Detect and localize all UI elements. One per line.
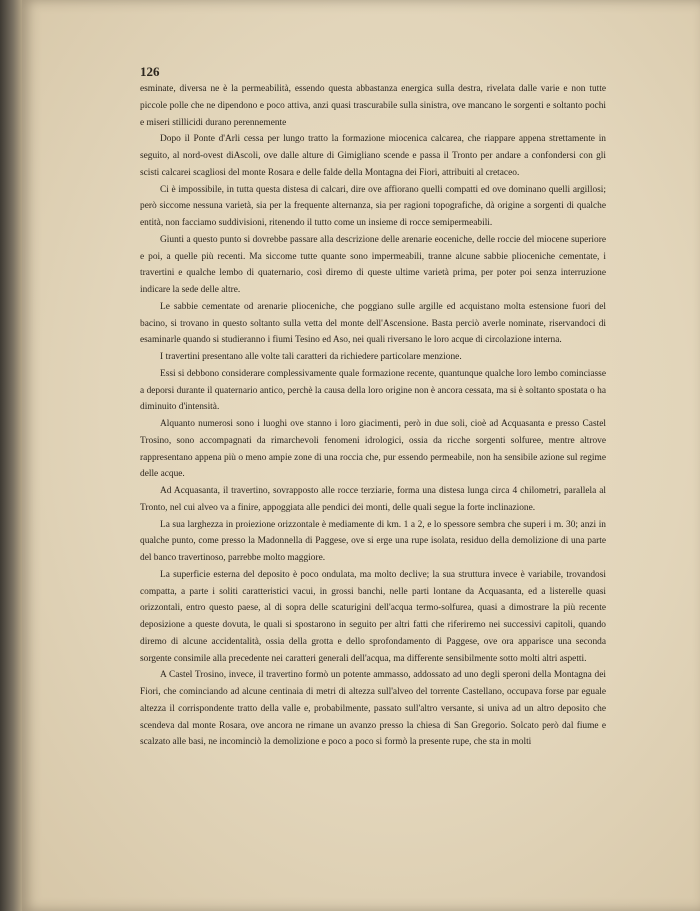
paragraph: esminate, diversa ne è la permeabilità, essendo questa abbastanza energica sulla destra, rivelata dalle varie e non tutte piccole polle che ne dipendono e poco attiva, anzi quasi trascurabile sulla sinistra, ove mancano le sorgenti e soltanto pochi e miseri stillicidi durano perennemente	[140, 84, 606, 128]
paragraph: La sua larghezza in proiezione orizzontale è mediamente di km. 1 a 2, e lo spessore sembra che superi i m. 30; anzi in qualche punto, come presso la Madonnella di Paggese, ove si erge una rupe isolata, residuo della demolizione di una parte del banco travertinoso, parrebbe molto maggiore.	[140, 519, 606, 563]
paragraph: Giunti a questo punto si dovrebbe passare alla descrizione delle arenarie eoceniche, delle roccie del miocene superiore e poi, a quelle più recenti. Ma siccome tutte quante sono impermeabili, tranne alcune sabbie plioceniche cementate, i travertini e qualche lembo di quaternario, così diremo di queste ultime varietà prima, per poter poi senza interruzione indicare la sede delle altre.	[140, 234, 606, 295]
paragraph: Alquanto numerosi sono i luoghi ove stanno i loro giacimenti, però in due soli, cioè ad Acquasanta e presso Castel Trosino, sono accompagnati da rimarchevoli fenomeni idrologici, ossia da ricche sorgenti solfuree, mentre altrove rappresentano appena più o meno ampie zone di una roccia che, pur essendo permeabile, non ha sensibile azione sul regime delle acque.	[140, 419, 606, 480]
paragraph: Le sabbie cementate od arenarie plioceniche, che poggiano sulle argille ed acquistano molta estensione fuori del bacino, si trovano in questo soltanto sulla vetta del monte dell'Ascensione. Basta perciò averle nominate, riservandoci di esaminarle quando si studieranno i fiumi Tesino ed Aso, nei quali riversano le loro acque di circolazione interna.	[140, 301, 606, 346]
page-number: 126	[140, 64, 160, 79]
paragraph: A Castel Trosino, invece, il travertino formò un potente ammasso, addossato ad uno degli speroni della Montagna dei Fiori, che cominciando ad alcune centinaia di metri di altezza sull'alveo del torrente Castellano, occupava forse par eguale altezza il corrispondente tratto della valle e, probabilmente, passato sull'altro versante, si univa ad un altro deposito che scendeva dal monte Rosara, ove ancora ne rimane un avanzo presso la chiesa di San Gregorio. Solcato però dal fiume e scalzato alle basi, ne incominciò la demolizione e poco a poco si formò la presente rupe, che sta in molti	[140, 670, 606, 748]
paragraph: Essi si debbono considerare complessivamente quale formazione recente, quantunque qualche loro lembo cominciasse a deporsi durante il quaternario antico, perchè la causa della loro origine non è ancora cessata, ma si è soltanto spostata o ha diminuito d'intensità.	[140, 368, 606, 413]
paragraph: I travertini presentano alle volte tali caratteri da richiedere particolare menzione.	[160, 352, 462, 362]
paragraph: Ci è impossibile, in tutta questa distesa di calcari, dire ove affiorano quelli compatti ed ove dominano quelli argillosi; però siccome nessuna varietà, sia per la frequente alternanza, sia per ragioni topografiche, dà origine a sorgenti di qualche entità, non facciamo suddivisioni, ritenendo il tutto come un insieme di rocce semipermeabili.	[140, 184, 606, 228]
body-text	[140, 81, 606, 751]
paragraph: La superficie esterna del deposito è poco ondulata, ma molto declive; la sua struttura invece è variabile, trovandosi compatta, a parte i soliti caratteristici vacui, in grossi banchi, nelle parti lontane da Acquasanta, ed a listerelle quasi orizzontali, entro questo paese, al di sopra delle scaturigini dell'acqua termo-solfurea, quasi a dimostrare la più recente deposizione a queste dovuta, le quali si spostarono in seguito per altri fatti che riferiremo nei successivi capitoli, quando diremo di alcune accidentalità, ossia della grotta e dello sprofondamento di Paggese, ove ora apparisce una seconda sorgente consimile alla precedente nei caratteri generali dell'acqua, ma differente sensibilmente sotto molti altri aspetti.	[140, 569, 606, 664]
paragraph: Ad Acquasanta, il travertino, sovrapposto alle rocce terziarie, forma una distesa lunga circa 4 chilometri, parallela al Tronto, nel cui alveo va a finire, appoggiata alle pendici dei monti, delle quali segue la forte inclinazione.	[140, 486, 606, 513]
book-gutter	[0, 0, 22, 911]
paragraph: Dopo il Ponte d'Arli cessa per lungo tratto la formazione miocenica calcarea, che riappare appena strettamente in seguito, al nord-ovest diAscoli, ove dalle alture di Gimigliano scende e passa il Tronto per andare a confondersi con gli scisti calcarei scagliosi del monte Rosara e delle falde della Montagna dei Fiori, attribuiti al cretaceo.	[140, 134, 606, 178]
